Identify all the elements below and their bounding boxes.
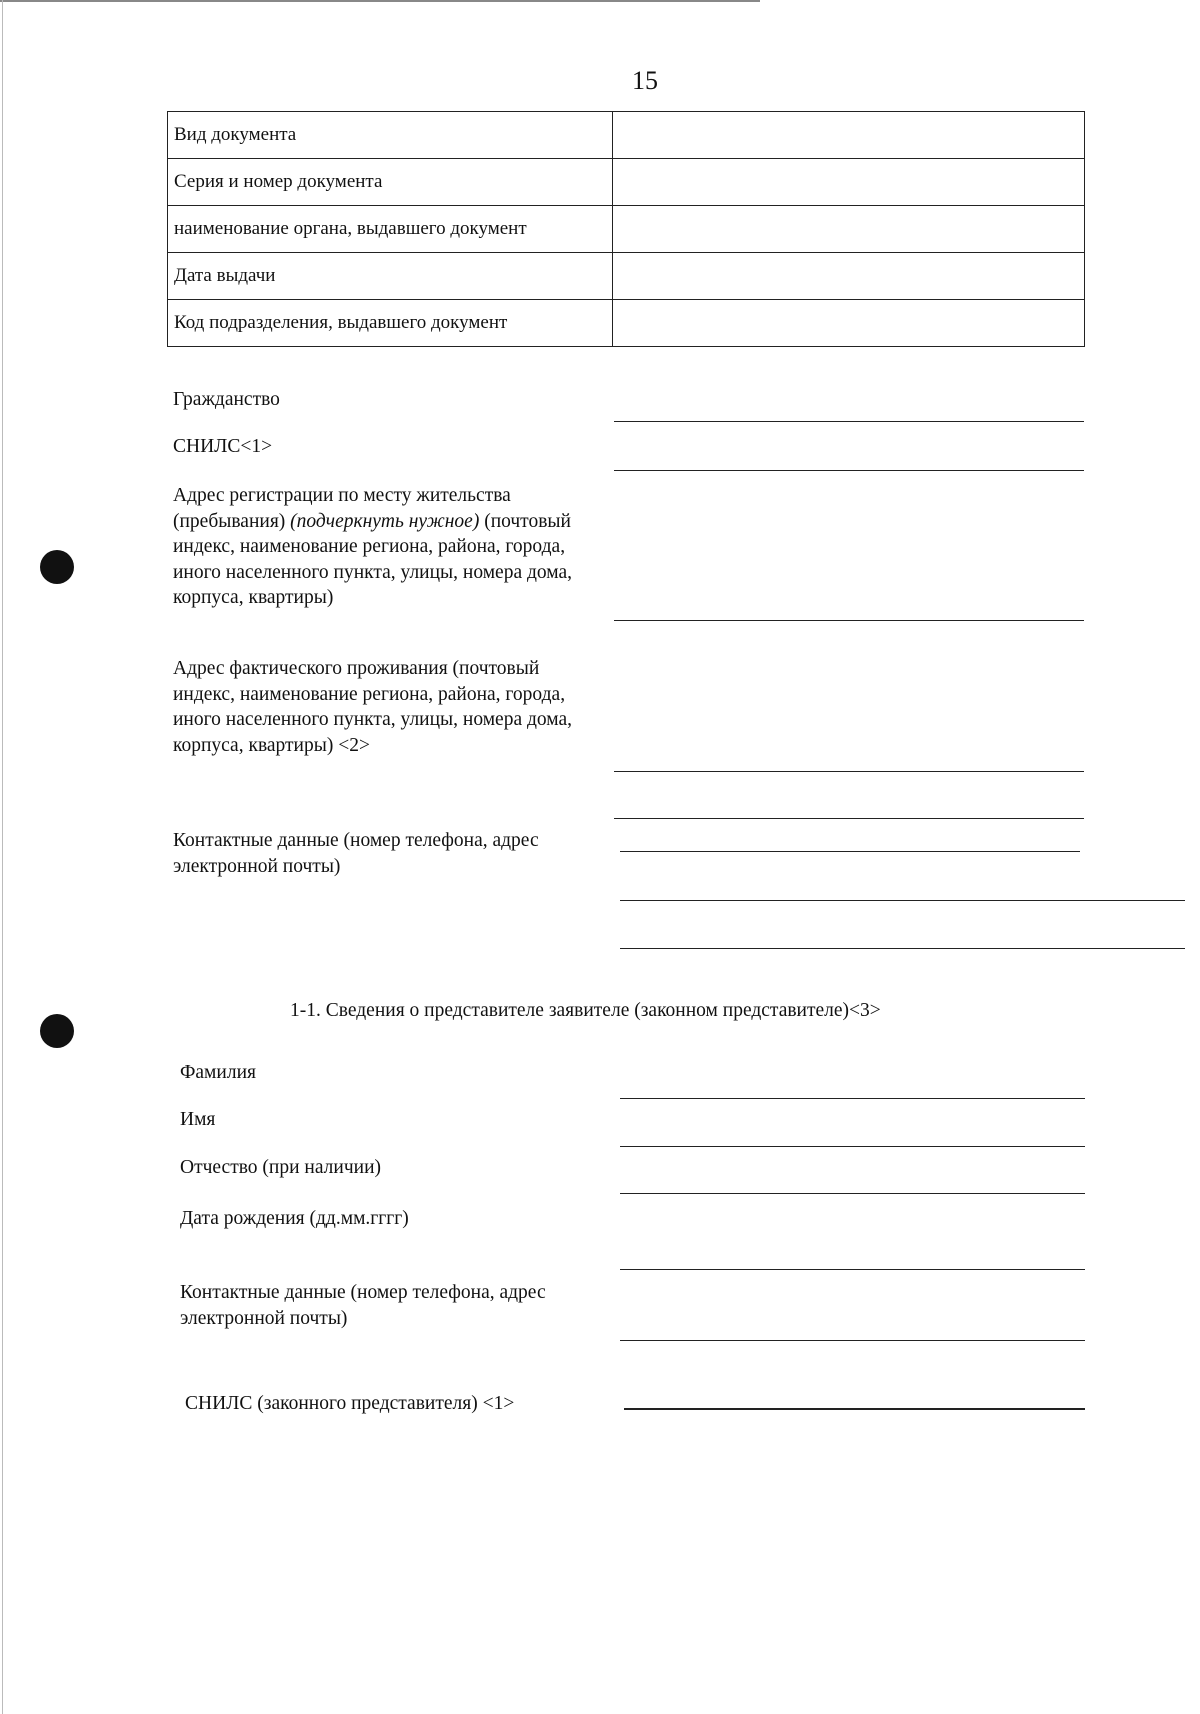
- table-cell-value[interactable]: [613, 300, 1085, 347]
- representative-section-heading: 1-1. Сведения о представителе заявителе (законном представителе)<3>: [290, 1000, 881, 1021]
- table-cell-label: наименование органа, выдавшего документ: [168, 206, 613, 253]
- table-cell-value[interactable]: [613, 159, 1085, 206]
- table-cell-value[interactable]: [613, 253, 1085, 300]
- table-cell-value[interactable]: [613, 206, 1085, 253]
- registration-address-note: (подчеркнуть нужное): [290, 510, 480, 532]
- applicant-contacts-field-line-1[interactable]: [620, 851, 1080, 852]
- scan-left-edge: [2, 0, 3, 1714]
- table-row: [168, 300, 1085, 347]
- name-label: Имя: [180, 1109, 216, 1130]
- punch-hole-bottom: [40, 1014, 74, 1048]
- page-number: 15: [632, 66, 658, 95]
- representative-contacts-field-line[interactable]: [620, 1340, 1085, 1341]
- registration-address-label: [173, 483, 593, 611]
- scan-top-edge: [0, 0, 760, 2]
- punch-hole-top: [40, 550, 74, 584]
- surname-label: Фамилия: [180, 1062, 256, 1083]
- citizenship-field-line[interactable]: [614, 421, 1084, 422]
- registration-address-hint: (почтовый индекс, наименование региона, района, города, иного населенного пункта, улицы, номера дома, корпуса, квартиры): [173, 510, 573, 608]
- representative-contacts-label: Контактные данные (номер телефона, адрес электронной почты): [180, 1282, 546, 1329]
- actual-address-label: Адрес фактического проживания (почтовый индекс, наименование региона, района, города, иного населенного пункта, улицы, номера дома, корпуса, квартиры) <2>: [173, 658, 573, 756]
- table-row: [168, 253, 1085, 300]
- representative-snils-field-line[interactable]: [624, 1408, 1085, 1410]
- table-row: [168, 112, 1085, 159]
- applicant-contacts-field-line-3[interactable]: [620, 948, 1185, 949]
- snils-field-line[interactable]: [614, 470, 1084, 471]
- table-row: [168, 206, 1085, 253]
- snils-label: СНИЛС<1>: [173, 436, 273, 457]
- surname-field-line[interactable]: [620, 1098, 1085, 1099]
- table-cell-label: Дата выдачи: [168, 253, 613, 300]
- document-table: [167, 111, 1085, 347]
- applicant-contacts-label: Контактные данные (номер телефона, адрес электронной почты): [173, 830, 539, 877]
- table-cell-value[interactable]: [613, 112, 1085, 159]
- birth-date-label: Дата рождения (дд.мм.гггг): [180, 1208, 409, 1229]
- table-row: [168, 159, 1085, 206]
- table-cell-label: Вид документа: [168, 112, 613, 159]
- actual-address-field-line-1[interactable]: [614, 771, 1084, 772]
- citizenship-label: Гражданство: [173, 389, 280, 410]
- table-cell-label: Код подразделения, выдавшего документ: [168, 300, 613, 347]
- representative-snils-label: СНИЛС (законного представителя) <1>: [185, 1393, 515, 1414]
- patronymic-field-line[interactable]: [620, 1193, 1085, 1194]
- name-field-line[interactable]: [620, 1146, 1085, 1147]
- registration-address-text: Адрес регистрации по месту жительства (пребывания): [173, 485, 511, 532]
- applicant-contacts-field-line-2[interactable]: [620, 900, 1185, 901]
- table-cell-label: Серия и номер документа: [168, 159, 613, 206]
- actual-address-field-line-2[interactable]: [614, 818, 1084, 819]
- patronymic-label: Отчество (при наличии): [180, 1157, 382, 1178]
- registration-address-field-line[interactable]: [614, 620, 1084, 621]
- birth-date-field-line[interactable]: [620, 1269, 1085, 1270]
